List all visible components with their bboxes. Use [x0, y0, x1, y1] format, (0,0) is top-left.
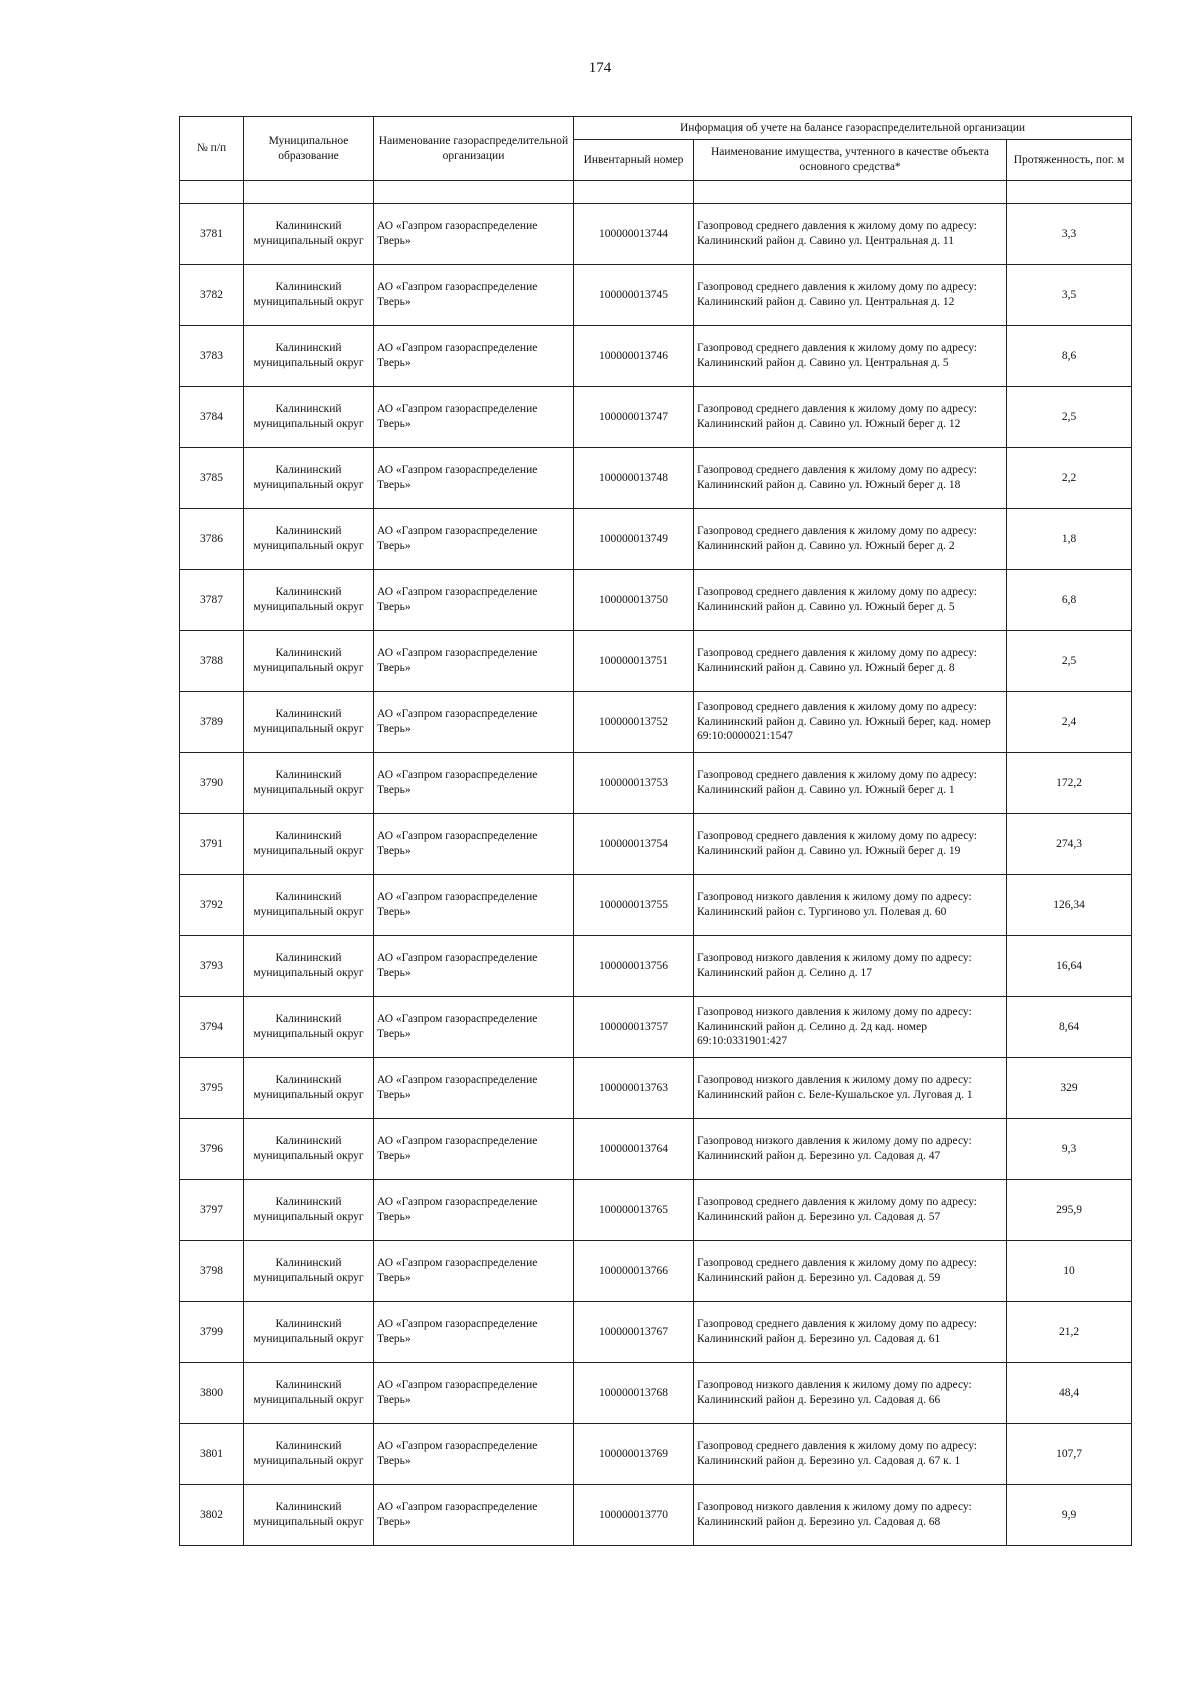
inventory-number-cell: 100000013757: [574, 997, 694, 1058]
row-number: 3799: [180, 1302, 244, 1363]
row-number: 3789: [180, 692, 244, 753]
inventory-number-cell: 100000013746: [574, 326, 694, 387]
asset-name-cell: Газопровод среднего давления к жилому дому по адресу: Калининский район д. Березино ул. Садовая д. 67 к. 1: [694, 1424, 1007, 1485]
organization-cell: АО «Газпром газораспределение Тверь»: [374, 1241, 574, 1302]
municipality-cell: Калининский муниципальный округ: [244, 753, 374, 814]
header-balance-info: Информация об учете на балансе газораспределительной организации: [574, 117, 1132, 140]
table-row: [180, 1058, 1132, 1119]
inventory-number-cell: 100000013766: [574, 1241, 694, 1302]
organization-cell: АО «Газпром газораспределение Тверь»: [374, 1485, 574, 1546]
header-num: № п/п: [180, 117, 244, 181]
municipality-cell: Калининский муниципальный округ: [244, 1180, 374, 1241]
length-cell: 8,6: [1007, 326, 1132, 387]
table-row: [180, 631, 1132, 692]
table-row: [180, 570, 1132, 631]
asset-name-cell: Газопровод среднего давления к жилому дому по адресу: Калининский район д. Савино ул. Южный берег д. 19: [694, 814, 1007, 875]
inventory-number-cell: 100000013747: [574, 387, 694, 448]
organization-cell: АО «Газпром газораспределение Тверь»: [374, 875, 574, 936]
asset-name-cell: Газопровод среднего давления к жилому дому по адресу: Калининский район д. Савино ул. Центральная д. 11: [694, 204, 1007, 265]
asset-name-cell: Газопровод низкого давления к жилому дому по адресу: Калининский район д. Березино ул. Садовая д. 47: [694, 1119, 1007, 1180]
page-number: 174: [588, 60, 612, 76]
table-row: [180, 1302, 1132, 1363]
header-municipality: Муниципальное образование: [244, 117, 374, 181]
asset-name-cell: Газопровод среднего давления к жилому дому по адресу: Калининский район д. Савино ул. Центральная д. 12: [694, 265, 1007, 326]
table-row: [180, 448, 1132, 509]
row-number: 3791: [180, 814, 244, 875]
length-cell: 10: [1007, 1241, 1132, 1302]
municipality-cell: Калининский муниципальный округ: [244, 326, 374, 387]
row-number: 3788: [180, 631, 244, 692]
inventory-number-cell: 100000013764: [574, 1119, 694, 1180]
table-row: [180, 875, 1132, 936]
length-cell: 21,2: [1007, 1302, 1132, 1363]
row-number: 3792: [180, 875, 244, 936]
table-row: [180, 1363, 1132, 1424]
table-body: [180, 181, 1132, 1546]
inventory-number-cell: 100000013751: [574, 631, 694, 692]
organization-cell: АО «Газпром газораспределение Тверь»: [374, 1424, 574, 1485]
inventory-number-cell: 100000013749: [574, 509, 694, 570]
header-spacer-row: [180, 181, 1132, 204]
asset-registry-table: [179, 116, 1132, 1546]
asset-name-cell: Газопровод среднего давления к жилому дому по адресу: Калининский район д. Савино ул. Южный берег д. 12: [694, 387, 1007, 448]
table-row: [180, 1119, 1132, 1180]
row-number: 3793: [180, 936, 244, 997]
row-number: 3801: [180, 1424, 244, 1485]
length-cell: 329: [1007, 1058, 1132, 1119]
municipality-cell: Калининский муниципальный округ: [244, 1241, 374, 1302]
municipality-cell: Калининский муниципальный округ: [244, 936, 374, 997]
organization-cell: АО «Газпром газораспределение Тверь»: [374, 570, 574, 631]
municipality-cell: Калининский муниципальный округ: [244, 1485, 374, 1546]
length-cell: 172,2: [1007, 753, 1132, 814]
municipality-cell: Калининский муниципальный округ: [244, 875, 374, 936]
length-cell: 2,4: [1007, 692, 1132, 753]
header-organization: Наименование газораспределительной организации: [374, 117, 574, 181]
organization-cell: АО «Газпром газораспределение Тверь»: [374, 1302, 574, 1363]
inventory-number-cell: 100000013748: [574, 448, 694, 509]
organization-cell: АО «Газпром газораспределение Тверь»: [374, 753, 574, 814]
asset-name-cell: Газопровод низкого давления к жилому дому по адресу: Калининский район д. Селино д. 17: [694, 936, 1007, 997]
length-cell: 295,9: [1007, 1180, 1132, 1241]
length-cell: 9,9: [1007, 1485, 1132, 1546]
asset-name-cell: Газопровод низкого давления к жилому дому по адресу: Калининский район с. Беле-Кушальское ул. Луговая д. 1: [694, 1058, 1007, 1119]
municipality-cell: Калининский муниципальный округ: [244, 1363, 374, 1424]
organization-cell: АО «Газпром газораспределение Тверь»: [374, 814, 574, 875]
table-row: [180, 1424, 1132, 1485]
row-number: 3784: [180, 387, 244, 448]
organization-cell: АО «Газпром газораспределение Тверь»: [374, 265, 574, 326]
table-row: [180, 1485, 1132, 1546]
table-row: [180, 1241, 1132, 1302]
asset-name-cell: Газопровод среднего давления к жилому дому по адресу: Калининский район д. Савино ул. Южный берег д. 8: [694, 631, 1007, 692]
organization-cell: АО «Газпром газораспределение Тверь»: [374, 936, 574, 997]
length-cell: 107,7: [1007, 1424, 1132, 1485]
length-cell: 3,5: [1007, 265, 1132, 326]
organization-cell: АО «Газпром газораспределение Тверь»: [374, 1119, 574, 1180]
inventory-number-cell: 100000013770: [574, 1485, 694, 1546]
inventory-number-cell: 100000013765: [574, 1180, 694, 1241]
inventory-number-cell: 100000013754: [574, 814, 694, 875]
table-row: [180, 509, 1132, 570]
row-number: 3796: [180, 1119, 244, 1180]
inventory-number-cell: 100000013750: [574, 570, 694, 631]
organization-cell: АО «Газпром газораспределение Тверь»: [374, 997, 574, 1058]
length-cell: 16,64: [1007, 936, 1132, 997]
length-cell: 48,4: [1007, 1363, 1132, 1424]
municipality-cell: Калининский муниципальный округ: [244, 1424, 374, 1485]
header-inventory: Инвентарный номер: [574, 140, 694, 181]
municipality-cell: Калининский муниципальный округ: [244, 997, 374, 1058]
row-number: 3800: [180, 1363, 244, 1424]
length-cell: 9,3: [1007, 1119, 1132, 1180]
asset-name-cell: Газопровод среднего давления к жилому дому по адресу: Калининский район д. Березино ул. Садовая д. 59: [694, 1241, 1007, 1302]
row-number: 3794: [180, 997, 244, 1058]
municipality-cell: Калининский муниципальный округ: [244, 387, 374, 448]
table-row: [180, 265, 1132, 326]
organization-cell: АО «Газпром газораспределение Тверь»: [374, 1058, 574, 1119]
organization-cell: АО «Газпром газораспределение Тверь»: [374, 387, 574, 448]
organization-cell: АО «Газпром газораспределение Тверь»: [374, 509, 574, 570]
asset-name-cell: Газопровод среднего давления к жилому дому по адресу: Калининский район д. Савино ул. Центральная д. 5: [694, 326, 1007, 387]
municipality-cell: Калининский муниципальный округ: [244, 509, 374, 570]
municipality-cell: Калининский муниципальный округ: [244, 448, 374, 509]
municipality-cell: Калининский муниципальный округ: [244, 1058, 374, 1119]
municipality-cell: Калининский муниципальный округ: [244, 1119, 374, 1180]
row-number: 3790: [180, 753, 244, 814]
inventory-number-cell: 100000013769: [574, 1424, 694, 1485]
row-number: 3781: [180, 204, 244, 265]
inventory-number-cell: 100000013744: [574, 204, 694, 265]
table-row: [180, 753, 1132, 814]
table-row: [180, 204, 1132, 265]
table-row: [180, 936, 1132, 997]
organization-cell: АО «Газпром газораспределение Тверь»: [374, 692, 574, 753]
municipality-cell: Калининский муниципальный округ: [244, 570, 374, 631]
inventory-number-cell: 100000013763: [574, 1058, 694, 1119]
length-cell: 8,64: [1007, 997, 1132, 1058]
table-row: [180, 326, 1132, 387]
asset-name-cell: Газопровод низкого давления к жилому дому по адресу: Калининский район с. Тургиново ул. Полевая д. 60: [694, 875, 1007, 936]
inventory-number-cell: 100000013767: [574, 1302, 694, 1363]
table-row: [180, 692, 1132, 753]
asset-name-cell: Газопровод среднего давления к жилому дому по адресу: Калининский район д. Савино ул. Южный берег д. 2: [694, 509, 1007, 570]
length-cell: 2,2: [1007, 448, 1132, 509]
organization-cell: АО «Газпром газораспределение Тверь»: [374, 448, 574, 509]
inventory-number-cell: 100000013756: [574, 936, 694, 997]
asset-name-cell: Газопровод среднего давления к жилому дому по адресу: Калининский район д. Савино ул. Южный берег, кад. номер 69:10:0000021:1547: [694, 692, 1007, 753]
asset-name-cell: Газопровод среднего давления к жилому дому по адресу: Калининский район д. Савино ул. Южный берег д. 18: [694, 448, 1007, 509]
length-cell: 274,3: [1007, 814, 1132, 875]
length-cell: 1,8: [1007, 509, 1132, 570]
asset-name-cell: Газопровод низкого давления к жилому дому по адресу: Калининский район д. Селино д. 2д кад. номер 69:10:0331901:427: [694, 997, 1007, 1058]
municipality-cell: Калининский муниципальный округ: [244, 631, 374, 692]
row-number: 3782: [180, 265, 244, 326]
organization-cell: АО «Газпром газораспределение Тверь»: [374, 1180, 574, 1241]
table-row: [180, 814, 1132, 875]
length-cell: 6,8: [1007, 570, 1132, 631]
asset-name-cell: Газопровод среднего давления к жилому дому по адресу: Калининский район д. Березино ул. Садовая д. 57: [694, 1180, 1007, 1241]
municipality-cell: Калининский муниципальный округ: [244, 265, 374, 326]
inventory-number-cell: 100000013753: [574, 753, 694, 814]
row-number: 3785: [180, 448, 244, 509]
asset-name-cell: Газопровод низкого давления к жилому дому по адресу: Калининский район д. Березино ул. Садовая д. 68: [694, 1485, 1007, 1546]
length-cell: 3,3: [1007, 204, 1132, 265]
organization-cell: АО «Газпром газораспределение Тверь»: [374, 326, 574, 387]
asset-name-cell: Газопровод среднего давления к жилому дому по адресу: Калининский район д. Березино ул. Садовая д. 61: [694, 1302, 1007, 1363]
length-cell: 2,5: [1007, 387, 1132, 448]
organization-cell: АО «Газпром газораспределение Тверь»: [374, 204, 574, 265]
table-header: [180, 117, 1132, 181]
inventory-number-cell: 100000013755: [574, 875, 694, 936]
table-row: [180, 997, 1132, 1058]
inventory-number-cell: 100000013768: [574, 1363, 694, 1424]
row-number: 3795: [180, 1058, 244, 1119]
municipality-cell: Калининский муниципальный округ: [244, 692, 374, 753]
asset-name-cell: Газопровод среднего давления к жилому дому по адресу: Калининский район д. Савино ул. Южный берег д. 5: [694, 570, 1007, 631]
organization-cell: АО «Газпром газораспределение Тверь»: [374, 631, 574, 692]
organization-cell: АО «Газпром газораспределение Тверь»: [374, 1363, 574, 1424]
asset-name-cell: Газопровод низкого давления к жилому дому по адресу: Калининский район д. Березино ул. Садовая д. 66: [694, 1363, 1007, 1424]
table-row: [180, 1180, 1132, 1241]
row-number: 3783: [180, 326, 244, 387]
municipality-cell: Калининский муниципальный округ: [244, 204, 374, 265]
row-number: 3797: [180, 1180, 244, 1241]
inventory-number-cell: 100000013745: [574, 265, 694, 326]
length-cell: 126,34: [1007, 875, 1132, 936]
inventory-number-cell: 100000013752: [574, 692, 694, 753]
row-number: 3798: [180, 1241, 244, 1302]
asset-name-cell: Газопровод среднего давления к жилому дому по адресу: Калининский район д. Савино ул. Южный берег д. 1: [694, 753, 1007, 814]
table-row: [180, 387, 1132, 448]
municipality-cell: Калининский муниципальный округ: [244, 1302, 374, 1363]
header-length: Протяженность, пог. м: [1007, 140, 1132, 181]
length-cell: 2,5: [1007, 631, 1132, 692]
row-number: 3802: [180, 1485, 244, 1546]
header-asset: Наименование имущества, учтенного в качестве объекта основного средства*: [694, 140, 1007, 181]
municipality-cell: Калининский муниципальный округ: [244, 814, 374, 875]
row-number: 3787: [180, 570, 244, 631]
row-number: 3786: [180, 509, 244, 570]
